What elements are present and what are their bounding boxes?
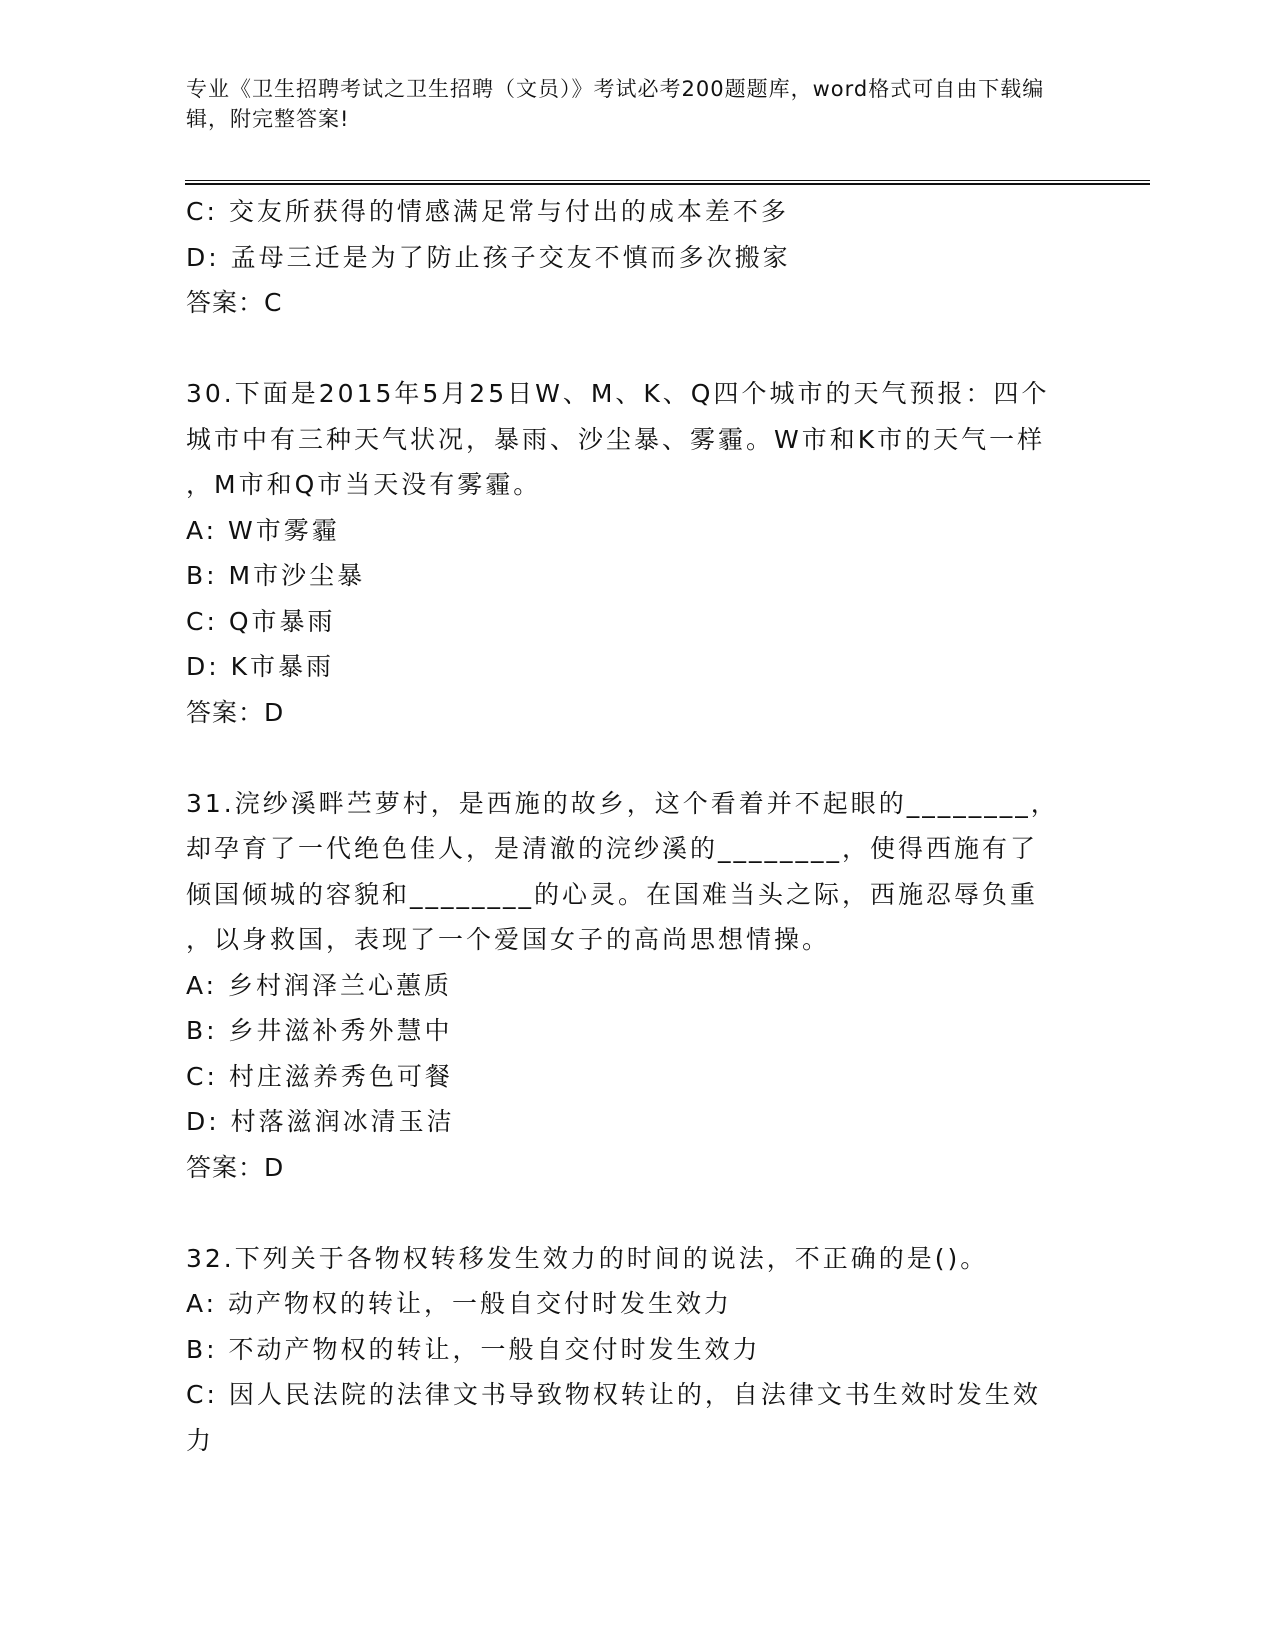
question-stem-line: 却孕育了一代绝色佳人，是清澈的浣纱溪的________，使得西施有了 (186, 834, 1039, 863)
answer-line: 答案：D (186, 697, 285, 727)
question-stem-line: 32.下列关于各物权转移发生效力的时间的说法，不正确的是()。 (186, 1243, 989, 1273)
option-b: B: M市沙尘暴 (186, 561, 366, 590)
question-content (186, 189, 1086, 1463)
header-divider-thick (185, 183, 1150, 185)
option-c: C: Q市暴雨 (186, 606, 336, 636)
option-c: C: 村庄滋养秀色可餐 (186, 1061, 453, 1091)
question-stem-line: 城市中有三种天气状况，暴雨、沙尘暴、雾霾。W市和K市的天气一样 (186, 424, 1046, 454)
question-30 (186, 371, 1086, 735)
option-c-continuation: 力 (186, 1425, 215, 1455)
header-divider-thin (185, 180, 1150, 181)
question-31 (186, 781, 1086, 1191)
option-d: D: 孟母三迁是为了防止孩子交友不慎而多次搬家 (186, 242, 791, 272)
document-header: 专业《卫生招聘考试之卫生招聘（文员）》考试必考200题题库，word格式可自由下载编辑，附完整答案! (186, 77, 1045, 131)
question-stem-line: ，M市和Q市当天没有雾霾。 (186, 470, 542, 499)
question-29-tail (186, 189, 1086, 326)
option-a: A: W市雾霾 (186, 515, 340, 545)
option-c: C: 因人民法院的法律文书导致物权转让的，自法律文书生效时发生效 (186, 1380, 1041, 1409)
option-b: B: 乡井滋补秀外慧中 (186, 1016, 453, 1045)
option-b: B: 不动产物权的转让，一般自交付时发生效力 (186, 1334, 761, 1364)
question-stem-line: 倾国倾城的容貌和________的心灵。在国难当头之际，西施忍辱负重 (186, 879, 1039, 909)
option-a: A: 动产物权的转让，一般自交付时发生效力 (186, 1289, 733, 1318)
answer-line: 答案：C (186, 288, 283, 317)
option-c: C: 交友所获得的情感满足常与付出的成本差不多 (186, 197, 789, 226)
question-32 (186, 1236, 1086, 1464)
spacer (186, 1190, 1086, 1236)
question-stem-line: 31.浣纱溪畔苎萝村，是西施的故乡，这个看着并不起眼的________， (186, 788, 1059, 818)
option-a: A: 乡村润泽兰心蕙质 (186, 970, 453, 1000)
answer-line: 答案：D (186, 1152, 285, 1182)
question-stem-line: 30.下面是2015年5月25日W、M、K、Q四个城市的天气预报：四个 (186, 379, 1050, 408)
option-d: D: K市暴雨 (186, 652, 335, 681)
question-stem-line: ，以身救国，表现了一个爱国女子的高尚思想情操。 (186, 925, 831, 954)
spacer (186, 735, 1086, 781)
spacer (186, 326, 1086, 372)
option-d: D: 村落滋润冰清玉洁 (186, 1107, 455, 1136)
